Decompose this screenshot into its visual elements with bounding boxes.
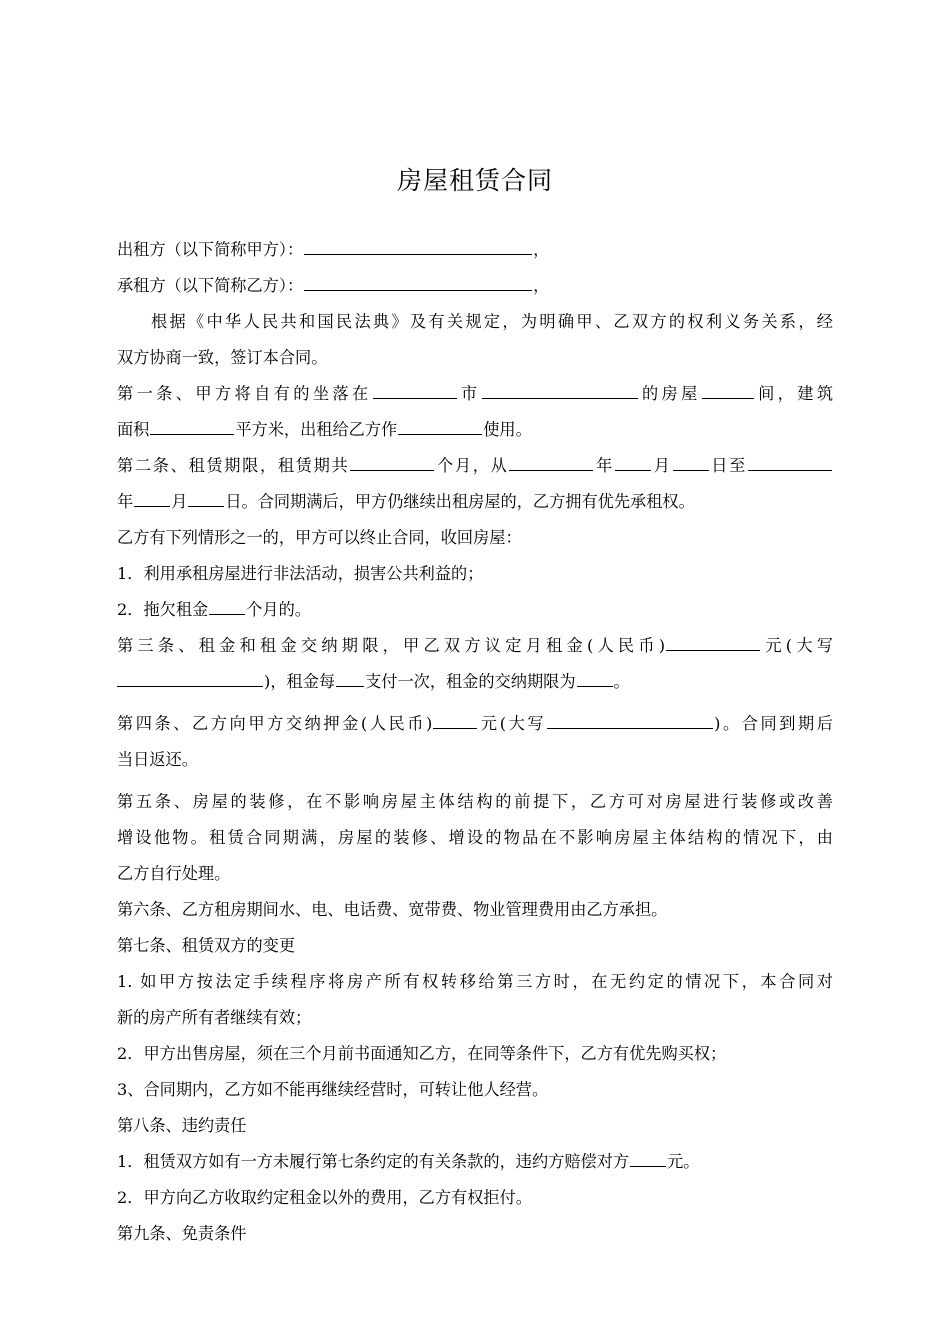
rent-in-words-blank[interactable]: [117, 665, 263, 687]
start-month-blank[interactable]: [615, 449, 651, 471]
address-blank[interactable]: [482, 377, 638, 399]
article4-line-1: [117, 706, 833, 742]
end-month-blank[interactable]: [134, 485, 170, 507]
payment-deadline-blank[interactable]: [577, 665, 613, 687]
article1-text-3: 的房屋: [638, 384, 701, 403]
article8-item-1-text-1: 1．租赁双方如有一方未履行第七条约定的有关条款的，违约方赔偿对方: [117, 1152, 630, 1171]
compensation-blank[interactable]: [630, 1145, 666, 1167]
article5-line-3: 乙方自行处理。: [117, 864, 231, 883]
contract-body: [117, 232, 833, 1252]
article1-line-1: [117, 376, 833, 412]
article1-text-2: 市: [457, 384, 481, 403]
end-year-blank[interactable]: [748, 449, 832, 471]
article2-text-6: 年: [117, 492, 134, 511]
months-blank[interactable]: [350, 449, 434, 471]
article1-text-7: 使用。: [483, 420, 532, 439]
article7-heading: 第七条、租赁双方的变更: [117, 936, 296, 955]
article7-item-3: 3、合同期内，乙方如不能再继续经营时，可转让他人经营。: [117, 1080, 549, 1099]
article8-item-1: [117, 1144, 833, 1180]
article1-line-2: [117, 412, 833, 448]
article3-text-3: )，租金每: [264, 672, 336, 691]
lessee-line: [117, 268, 833, 304]
article3-line-2: [117, 664, 833, 700]
usage-blank[interactable]: [398, 413, 482, 435]
area-blank[interactable]: [150, 413, 234, 435]
deposit-blank[interactable]: [433, 707, 477, 729]
article3-text-1: 第三条、租金和租金交纳期限，甲乙双方议定月租金(人民币): [117, 636, 666, 655]
article5-line-2: 增设他物。租赁合同期满，房屋的装修、增设的物品在不影响房屋主体结构的情况下，由: [117, 828, 833, 847]
article2-text-8: 日。合同期满后，甲方仍继续出租房屋的，乙方拥有优先承租权。: [225, 492, 695, 511]
article2-text-2: 个月，从: [435, 456, 509, 475]
article7-item-2: 2．甲方出售房屋，须在三个月前书面通知乙方，在同等条件下，乙方有优先购买权；: [117, 1044, 727, 1063]
preamble-line-1: 根据《中华人民共和国民法典》及有关规定，为明确甲、乙双方的权利义务关系，经: [151, 312, 833, 331]
article4-text-1: 第四条、乙方向甲方交纳押金(人民币): [117, 714, 433, 733]
article2-line-2: [117, 484, 833, 520]
article8-heading: 第八条、违约责任: [117, 1116, 247, 1135]
article2-text-5: 日至: [709, 456, 748, 475]
start-year-blank[interactable]: [509, 449, 593, 471]
termination-item-2: [117, 592, 833, 628]
lessor-name-blank[interactable]: [304, 233, 532, 255]
article3-line-1: [117, 628, 833, 664]
article7-item-1-line-2: 新的房产所有者继续有效；: [117, 1008, 312, 1027]
article4-text-3: )。合同到期后: [714, 714, 833, 733]
lessee-name-blank[interactable]: [304, 269, 532, 291]
article2-text-4: 月: [652, 456, 672, 475]
article4-line-2: 当日返还。: [117, 750, 198, 769]
document-title: 房屋租赁合同: [396, 166, 553, 195]
lessee-label: 承租方（以下简称乙方）：: [117, 276, 304, 295]
article6-line-1: 第六条、乙方租房期间水、电、电话费、宽带费、物业管理费用由乙方承担。: [117, 900, 668, 919]
lessor-line: [117, 232, 833, 268]
article4-text-2: 元(大写: [478, 714, 547, 733]
article3-text-5: 。: [613, 672, 630, 691]
lessee-end-mark: ，: [533, 276, 550, 295]
article8-item-2: 2．甲方向乙方收取约定租金以外的费用，乙方有权拒付。: [117, 1188, 532, 1207]
article1-text-1: 第一条、甲方将自有的坐落在: [117, 384, 372, 403]
article1-text-5: 面积: [117, 420, 150, 439]
lessor-end-mark: ，: [533, 240, 550, 259]
article3-text-2: 元(大写: [761, 636, 833, 655]
deposit-in-words-blank[interactable]: [547, 707, 713, 729]
termination-item-2-text-2: 个月的。: [246, 600, 311, 619]
preamble-line-2: 双方协商一致，签订本合同。: [117, 348, 328, 367]
article8-item-1-text-2: 元。: [667, 1152, 700, 1171]
end-day-blank[interactable]: [188, 485, 224, 507]
article2-text-3: 年: [594, 456, 615, 475]
rooms-blank[interactable]: [702, 377, 754, 399]
lessor-label: 出租方（以下简称甲方）：: [117, 240, 304, 259]
article2-text-7: 月: [171, 492, 188, 511]
termination-intro: 乙方有下列情形之一的，甲方可以终止合同，收回房屋：: [117, 528, 522, 547]
termination-item-1: 1．利用承租房屋进行非法活动，损害公共利益的；: [117, 564, 484, 583]
arrears-months-blank[interactable]: [209, 593, 245, 615]
article1-text-4: 间，建筑: [754, 384, 833, 403]
article3-text-4: 支付一次，租金的交纳期限为: [365, 672, 576, 691]
monthly-rent-blank[interactable]: [666, 629, 760, 651]
article2-line-1: [117, 448, 833, 484]
city-blank[interactable]: [373, 377, 457, 399]
payment-period-blank[interactable]: [336, 665, 364, 687]
start-day-blank[interactable]: [673, 449, 709, 471]
termination-item-2-text-1: 2．拖欠租金: [117, 600, 209, 619]
article1-text-6: 平方米，出租给乙方作: [235, 420, 398, 439]
article2-text-1: 第二条、租赁期限，租赁期共: [117, 456, 350, 475]
article5-line-1: 第五条、房屋的装修，在不影响房屋主体结构的前提下，乙方可对房屋进行装修或改善: [117, 792, 833, 811]
article7-item-1-line-1: 1. 如甲方按法定手续程序将房产所有权转移给第三方时，在无约定的情况下，本合同对: [117, 972, 833, 991]
article9-heading: 第九条、免责条件: [117, 1224, 247, 1243]
